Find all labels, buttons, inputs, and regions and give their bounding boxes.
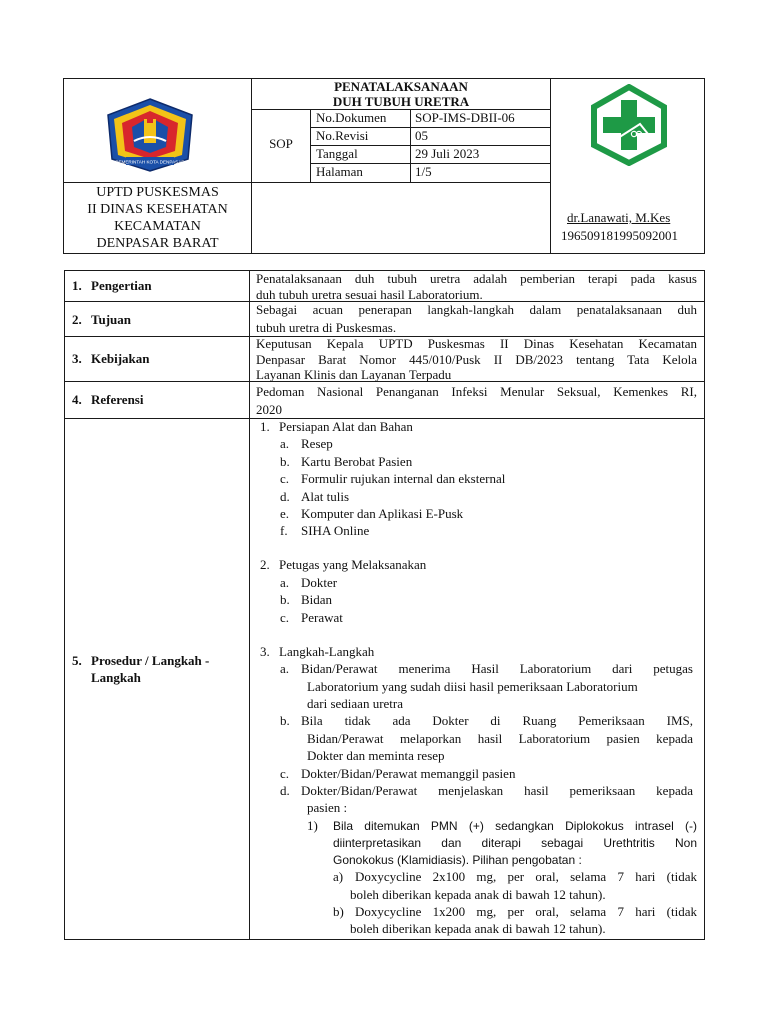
langkah-a-line: Bidan/Perawat menerima Hasil Laboratorium dari petugas [301,661,693,676]
doc-number-label: No.Dokumen [316,110,387,125]
langkah-d1b-line: Doxycycline 1x200 mg, per oral, selama 7 hari (tidak [355,904,697,919]
langkah-d-line: pasien : [307,800,348,815]
pengertian-text-line: Penatalaksanaan duh tubuh uretra adalah pemberian terapi pada kasus [256,271,697,286]
revision-value: 05 [415,128,428,143]
list-marker: b) [333,904,344,919]
list-item: Kartu Berobat Pasien [301,454,413,469]
list-item: Komputer dan Aplikasi E-Pusk [301,506,464,521]
list-marker: d. [280,783,290,798]
list-marker: c. [280,471,290,486]
page-value: 1/5 [415,164,432,179]
referensi-text-line: Pedoman Nasional Penanganan Infeksi Menular Seksual, Kemenkes RI, [256,384,697,399]
list-marker: a. [280,575,290,590]
list-marker: a) [333,869,344,884]
langkah-b-line: Bidan/Perawat melaporkan hasil Laboratorium pasien kepada [307,731,693,746]
step-number: 3. [260,644,270,659]
langkah-a-line: dari sediaan uretra [307,696,404,711]
signer-nip: 196509181995092001 [561,228,678,243]
kebijakan-text-line: Keputusan Kepala UPTD Puskesmas II Dinas Kesehatan Kecamatan [256,336,697,351]
referensi-text-line: 2020 [256,402,282,417]
langkah-d-line: Dokter/Bidan/Perawat menjelaskan hasil pemeriksaan kepada [301,783,693,798]
crest-caption: PEMERINTAH KOTA DENPASAR [115,159,185,165]
list-marker: 1) [307,818,318,833]
header-divider-2 [550,78,551,254]
header-border-right [704,78,705,254]
pengertian-text-line: duh tubuh uretra sesuai hasil Laboratorium. [256,287,483,302]
list-item: SIHA Online [301,523,370,538]
langkah-b-line: Bila tidak ada Dokter di Ruang Pemeriksaan IMS, [301,713,693,728]
langkah-b-line: Dokter dan meminta resep [307,748,445,763]
section-label-kebijakan: Kebijakan [91,351,150,366]
page-label: Halaman [316,164,363,179]
list-marker: a. [280,436,290,451]
step-title-petugas: Petugas yang Melaksanakan [279,557,427,572]
list-item: Resep [301,436,333,451]
section-number: 2. [72,312,82,327]
langkah-d1b-line: boleh diberikan kepada anak di bawah 12 tahun). [350,921,606,936]
org-name-line: DENPASAR BARAT [96,236,219,251]
section-label-pengertian: Pengertian [91,278,152,293]
langkah-d1-line: Bila ditemukan PMN (+) sedangkan Diplokokus intrasel (-) [333,819,697,833]
list-marker: b. [280,713,290,728]
section-number: 5. [72,653,82,668]
kebijakan-text-line: Denpasar Barat Nomor 445/010/Pusk II DB/2023 tentang Tata Kelola [256,352,697,367]
step-title-persiapan: Persiapan Alat dan Bahan [279,419,413,434]
section-number: 3. [72,351,82,366]
langkah-d1a-line: boleh diberikan kepada anak di bawah 12 tahun). [350,887,606,902]
langkah-d1-line: Gonokokus (Klamidiasis). Pilihan pengobatan : [333,853,582,867]
list-item: Formulir rujukan internal dan eksternal [301,471,506,486]
document-title-line2: DUH TUBUH URETRA [332,94,470,109]
list-item: Bidan [301,592,333,607]
list-item: Alat tulis [301,489,350,504]
section-label-tujuan: Tujuan [91,312,131,327]
list-item: Perawat [301,610,343,625]
body-border-bottom [64,939,705,940]
body-border-right [704,270,705,940]
kebijakan-text-line: Layanan Klinis dan Layanan Terpadu [256,367,452,382]
body-col-divider [249,270,250,940]
langkah-c-line: Dokter/Bidan/Perawat memanggil pasien [301,766,516,781]
date-label: Tanggal [316,146,358,161]
list-marker: f. [280,523,288,538]
list-marker: e. [280,506,290,521]
puskesmas-logo [588,84,670,166]
document-title-line1: PENATALAKSANAAN [334,79,468,94]
step-number: 1. [260,419,270,434]
org-name-line: KECAMATAN [114,219,201,234]
langkah-d1a-line: Doxycycline 2x100 mg, per oral, selama 7 hari (tidak [355,869,697,884]
body-border-left [64,270,65,940]
list-marker: a. [280,661,290,676]
step-title-langkah: Langkah-Langkah [279,644,375,659]
list-item: Dokter [301,575,338,590]
section-label-referensi: Referensi [91,392,144,407]
org-name-line: II DINAS KESEHATAN [87,202,228,217]
denpasar-crest-logo [104,97,196,173]
org-name-line: UPTD PUSKESMAS [96,185,219,200]
sop-label: SOP [269,136,293,151]
doc-number-value: SOP-IMS-DBII-06 [415,110,515,125]
revision-label: No.Revisi [316,128,369,143]
langkah-d1-line: diinterpretasikan dan diterapi sebagai Urethtritis Non [333,836,697,850]
header-border-bottom [63,253,705,254]
signer-name: dr.Lanawati, M.Kes [567,210,671,225]
list-marker: c. [280,766,290,781]
langkah-a-line: Laboratorium yang sudah diisi hasil pemeriksaan Laboratorium [307,679,638,694]
list-marker: b. [280,592,290,607]
date-value: 29 Juli 2023 [415,146,480,161]
tujuan-text-line: tubuh uretra di Puskesmas. [256,320,397,335]
list-marker: c. [280,610,290,625]
section-number: 1. [72,278,82,293]
header-row-line [63,182,551,183]
section-label-prosedur: Prosedur / Langkah - [91,653,210,668]
step-number: 2. [260,557,270,572]
list-marker: d. [280,489,290,504]
section-number: 4. [72,392,82,407]
list-marker: b. [280,454,290,469]
section-label-prosedur: Langkah [91,670,141,685]
tujuan-text-line: Sebagai acuan penerapan langkah-langkah dalam penatalaksanaan duh [256,302,697,317]
